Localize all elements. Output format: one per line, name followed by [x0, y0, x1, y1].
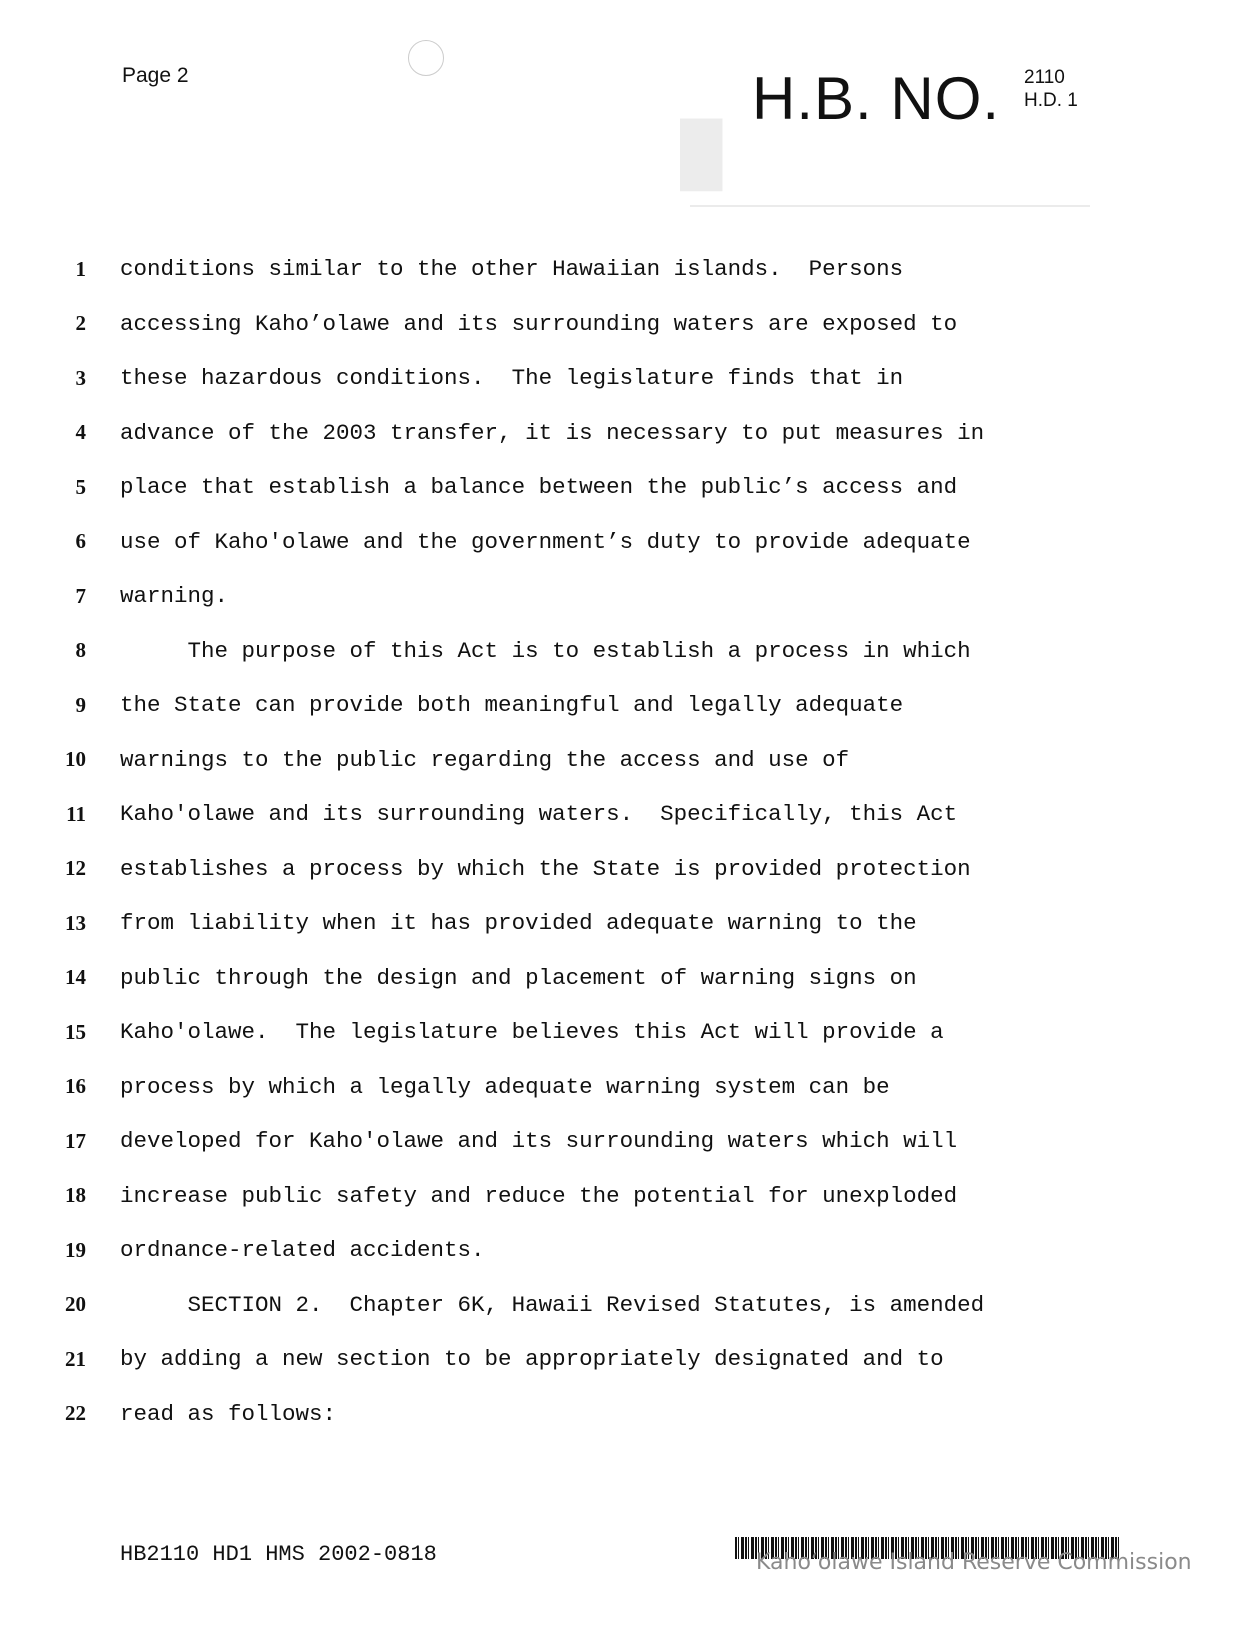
bill-number: 2110 [1024, 67, 1065, 88]
line-text: conditions similar to the other Hawaiian islands. Persons [120, 256, 904, 282]
line-text: by adding a new section to be appropriately designated and to [120, 1346, 944, 1372]
line-text: advance of the 2003 transfer, it is necessary to put measures in [120, 419, 985, 446]
line-text: public through the design and placement of warning signs on [120, 964, 917, 991]
bill-title: H.B. NO. [752, 65, 1001, 132]
line-number: 21 [65, 1346, 86, 1371]
line-number: 20 [65, 1292, 86, 1316]
line-text: from liability when it has provided adequate warning to the [120, 910, 917, 936]
punch-hole-mark [408, 40, 444, 76]
archive-watermark: Kahoʻolawe Island Reserve Commission [756, 1550, 1192, 1575]
line-text: read as follows: [120, 1400, 337, 1427]
line-text: warnings to the public regarding the access and use of [120, 746, 850, 773]
bleed-through-title: █ [680, 119, 723, 186]
page-number: Page 2 [122, 64, 189, 87]
line-number: 9 [75, 692, 86, 717]
line-number: 18 [65, 1183, 86, 1207]
line-text: ordnance-related accidents. [120, 1237, 485, 1263]
line-text: process by which a legally adequate warning system can be [120, 1073, 890, 1100]
line-number: 4 [75, 420, 86, 444]
line-text: use of Kaho'olawe and the government’s duty to provide adequate [120, 528, 971, 555]
line-text: the State can provide both meaningful and legally adequate [120, 692, 904, 718]
line-number: 5 [75, 474, 86, 499]
line-number: 7 [75, 583, 86, 608]
line-number: 8 [75, 638, 86, 662]
line-number: 3 [75, 365, 86, 390]
line-text: these hazardous conditions. The legislature finds that in [120, 365, 904, 391]
line-text: SECTION 2. Chapter 6K, Hawaii Revised Statutes, is amended [120, 1291, 985, 1318]
line-number: 14 [65, 965, 86, 989]
line-number: 16 [65, 1074, 86, 1098]
line-text: place that establish a balance between the public’s access and [120, 474, 958, 500]
line-text: warning. [120, 583, 229, 609]
line-text: developed for Kaho'olawe and its surrounding waters which will [120, 1128, 958, 1154]
line-number: 22 [65, 1401, 86, 1425]
bleed-through-rule [690, 205, 1090, 207]
document-code: HB2110 HD1 HMS 2002-0818 [120, 1542, 437, 1567]
line-number: 6 [75, 529, 86, 553]
line-number: 12 [65, 856, 86, 880]
line-text: establishes a process by which the State is provided protection [120, 855, 971, 882]
line-number: 13 [65, 910, 86, 935]
line-text: accessing Kaho’olawe and its surrounding waters are exposed to [120, 310, 958, 337]
bill-identifier [1024, 66, 1078, 112]
line-number: 10 [65, 747, 86, 771]
line-number: 1 [75, 256, 86, 281]
line-number: 11 [66, 801, 86, 826]
line-text: Kaho'olawe and its surrounding waters. Specifically, this Act [120, 801, 958, 827]
line-number: 2 [75, 311, 86, 335]
line-text: Kaho'olawe. The legislature believes this Act will provide a [120, 1019, 944, 1045]
line-text: The purpose of this Act is to establish a process in which [120, 637, 971, 664]
draft-number: H.D. 1 [1024, 90, 1078, 111]
line-number: 17 [65, 1128, 86, 1153]
line-number: 19 [65, 1237, 86, 1262]
line-number: 15 [65, 1019, 86, 1044]
line-text: increase public safety and reduce the potential for unexploded [120, 1182, 958, 1209]
